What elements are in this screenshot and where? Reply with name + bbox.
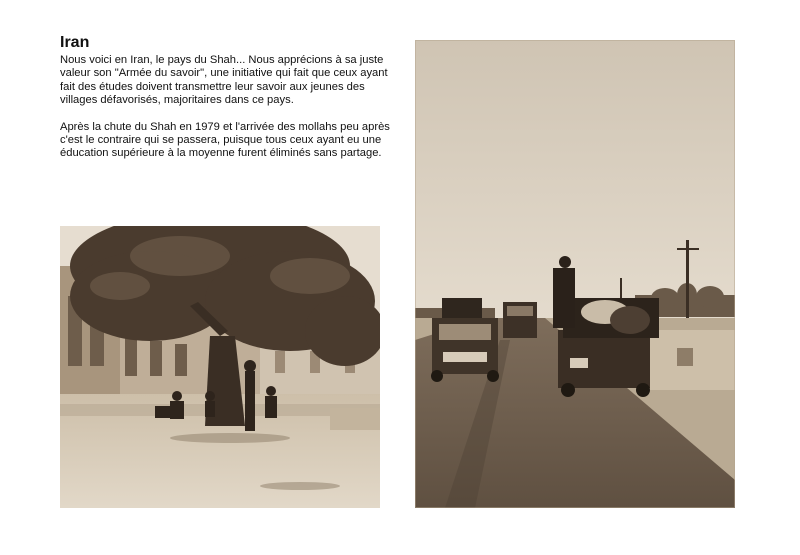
paragraph-intro: Nous voici en Iran, le pays du Shah... Nous apprécions à sa juste valeur son "Armée du savoir", une initiative qui fait que ceux ayant fait des études doivent transmettre leur savoir aux jeunes des villages défavorisés, majoritaires dans ce pays. — [60, 54, 388, 107]
page-title: Iran — [60, 34, 90, 51]
text-block — [60, 34, 405, 174]
photo-road-vehicles-image — [415, 40, 735, 508]
photo-road-vehicles — [415, 40, 735, 508]
photo-tree-square — [60, 226, 380, 508]
paragraph-history: Après la chute du Shah en 1979 et l'arrivée des mollahs peu après c'est le contraire qui se passera, puisque tous ceux ayant eu une éducation supérieure à la moyenne furent éliminés sans partage. — [60, 120, 390, 160]
photo-tree-square-image — [60, 226, 380, 508]
